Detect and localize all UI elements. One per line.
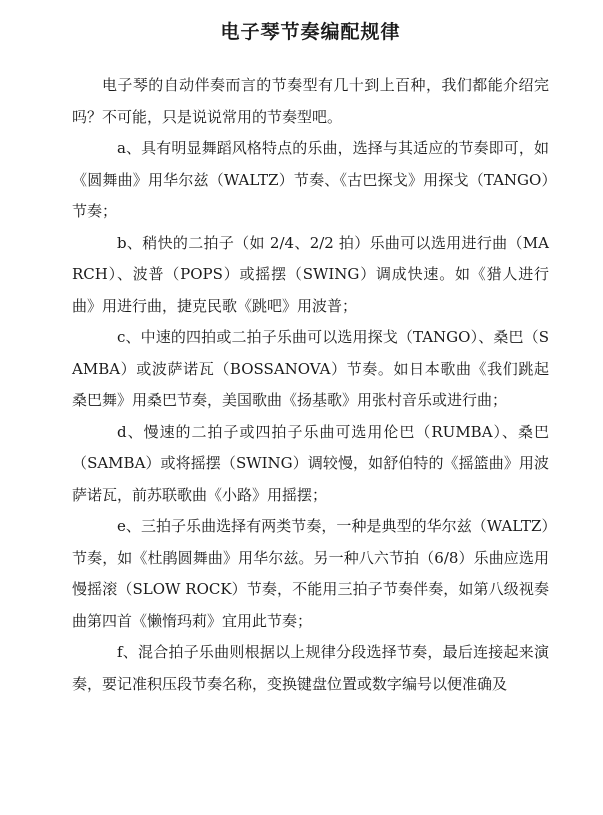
- rule-item-f: f、混合拍子乐曲则根据以上规律分段选择节奏，最后连接起来演奏，要记准积压段节奏名称，变换键盘位置或数字编号以便准确及: [72, 643, 549, 693]
- rule-item-e: e、三拍子乐曲选择有两类节奏，一种是典型的华尔兹（WALTZ）节奏，如《杜鹃圆舞曲》用华尔兹。另一种八六节拍（6/8）乐曲应选用慢摇滚（SLOW ROCK）节奏，不能用三拍子节奏伴奏，如第八级视奏曲第四首《懒惰玛莉》宜用此节奏；: [72, 517, 549, 630]
- document-title: 电子琴节奏编配规律: [220, 21, 401, 43]
- rule-item-b: b、稍快的二拍子（如 2/4、2/2 拍）乐曲可以选用进行曲（MARCH）、波普（POPS）或摇摆（SWING）调成快速。如《猎人进行曲》用进行曲，捷克民歌《跳吧》用波普；: [72, 233, 549, 315]
- rule-item-d: d、慢速的二拍子或四拍子乐曲可选用伦巴（RUMBA）、桑巴（SAMBA）或将摇摆（SWING）调较慢，如舒伯特的《摇篮曲》用波萨诺瓦，前苏联歌曲《小路》用摇摆；: [72, 422, 549, 504]
- intro-paragraph: 电子琴的自动伴奏而言的节奏型有几十到上百种，我们都能介绍完吗？不可能，只是说说常用的节奏型吧。: [72, 76, 549, 126]
- rule-item-c: c、中速的四拍或二拍子乐曲可以选用探戈（TANGO）、桑巴（SAMBA）或波萨诺瓦（BOSSANOVA）节奏。如日本歌曲《我们跳起桑巴舞》用桑巴节奏，美国歌曲《扬基歌》用张村音乐或进行曲；: [72, 328, 549, 409]
- rule-item-a: a、具有明显舞蹈风格特点的乐曲，选择与其适应的节奏即可，如《圆舞曲》用华尔兹（WALTZ）节奏、《古巴探戈》用探戈（TANGO）节奏；: [72, 139, 549, 220]
